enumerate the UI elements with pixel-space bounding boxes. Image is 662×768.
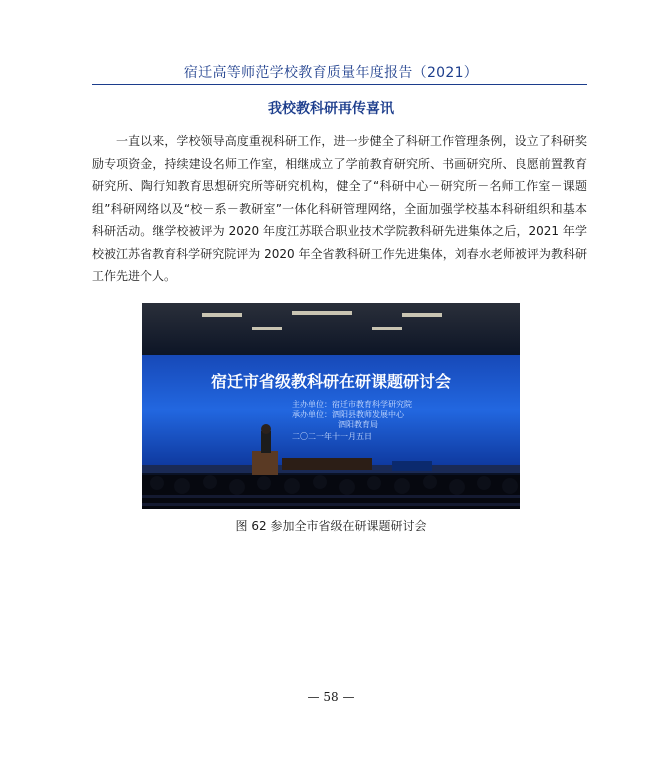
- header-divider: [92, 84, 587, 85]
- stage-table: [282, 458, 372, 470]
- hall-ceiling: [142, 303, 520, 355]
- article-paragraph: 一直以来，学校领导高度重视科研工作，进一步健全了科研工作管理条例，设立了科研奖励专项资金，持续建设名师工作室，相继成立了学前教育研究所、书画研究所、良愿前置教育研究所、陶行知教育思想研究所等研究机构，健全了“科研中心－研究所－名师工作室－课题组”科研网络以及“校－系－教研室”一体化科研管理网络，全面加强学校基本科研组织和基本科研活动。继学校被评为 2020 年度江苏联合职业技术学院教科研先进集体之后，2021 年学校被江苏省教育科学研究院评为 2020 年全省教科研工作先进集体，刘春水老师被评为教科研工作先进个人。: [92, 134, 587, 283]
- page-number: — 58 —: [307, 690, 355, 704]
- speaker: [261, 431, 271, 453]
- speaker-head: [261, 424, 271, 434]
- banner-line-2: 承办单位：泗阳县教师发展中心: [292, 410, 404, 419]
- figure-caption: 图 62 参加全市省级在研课题研讨会: [235, 519, 427, 533]
- running-header: 宿迁高等师范学校教育质量年度报告（2021）: [183, 65, 479, 81]
- banner-line-3: 泗阳教育局: [338, 420, 378, 429]
- banner-date: 二〇二一年十一月五日: [292, 432, 372, 441]
- podium: [252, 451, 278, 475]
- stage-step: [392, 461, 432, 471]
- conference-photo: [142, 303, 520, 509]
- banner-title: 宿迁市省级教科研在研课题研讨会: [210, 372, 452, 391]
- banner-line-1: 主办单位：宿迁市教育科学研究院: [292, 400, 412, 409]
- article-title: 我校教科研再传喜讯: [268, 101, 394, 117]
